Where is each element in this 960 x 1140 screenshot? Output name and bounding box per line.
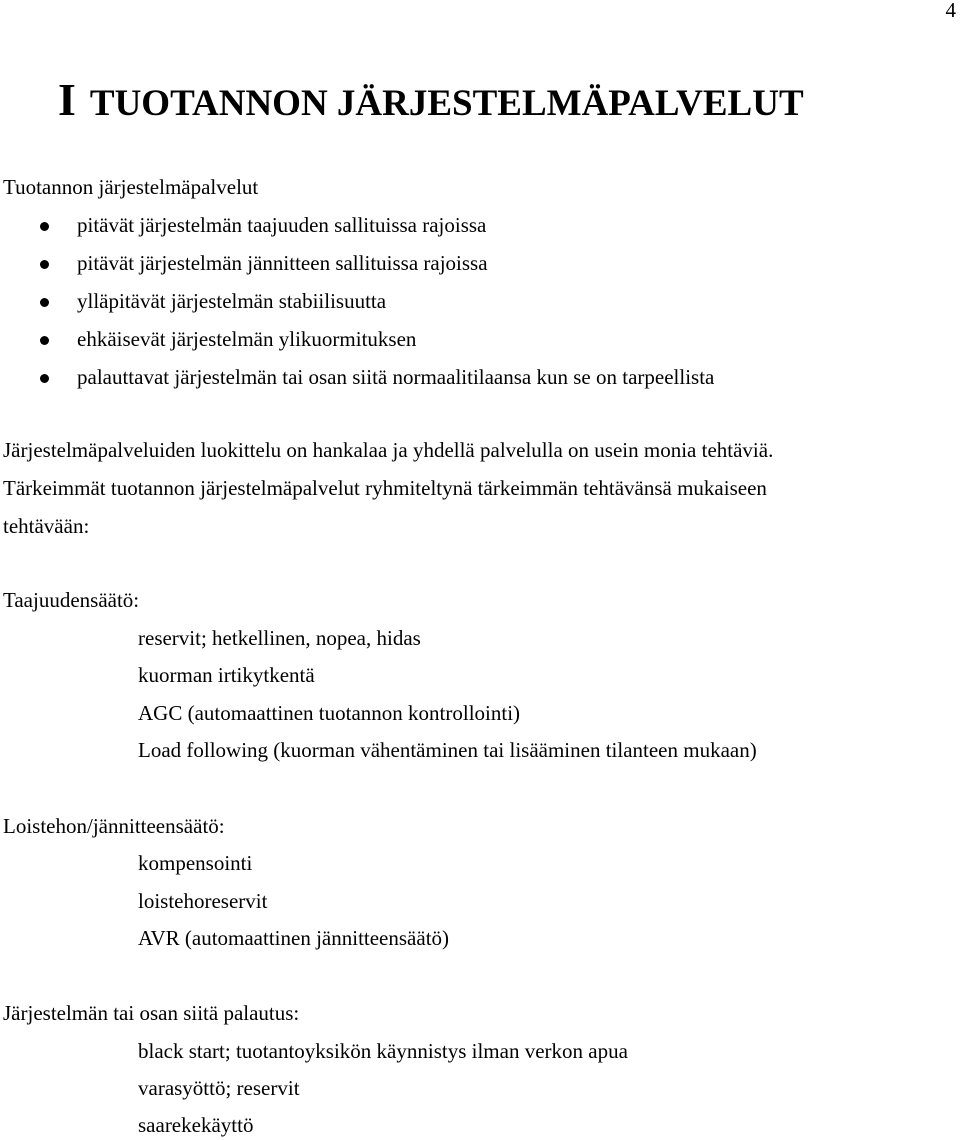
section-heading-restoration: Järjestelmän tai osan siitä palautus: bbox=[3, 1001, 300, 1025]
list-item: kuorman irtikytkentä bbox=[138, 663, 315, 687]
section-heading-reactive-power: Loistehon/jännitteensäätö: bbox=[3, 814, 225, 838]
list-item: varasyöttö; reservit bbox=[138, 1076, 300, 1100]
bullet-item: pitävät järjestelmän taajuuden sallituissa rajoissa bbox=[77, 213, 487, 237]
list-item: loistehoreservit bbox=[138, 889, 268, 913]
bullet-dot bbox=[40, 222, 49, 231]
list-item: Load following (kuorman vähentäminen tai lisääminen tilanteen mukaan) bbox=[138, 738, 757, 762]
bullet-item: palauttavat järjestelmän tai osan siitä normaalitilaansa kun se on tarpeellista bbox=[77, 365, 715, 389]
page-title bbox=[58, 74, 804, 130]
section-number: I bbox=[58, 74, 76, 125]
intro-text: Tuotannon järjestelmäpalvelut bbox=[3, 175, 259, 199]
section-title: TUOTANNON JÄRJESTELMÄPALVELUT bbox=[89, 83, 804, 124]
list-item: black start; tuotantoyksikön käynnistys ilman verkon apua bbox=[138, 1039, 628, 1063]
bullet-item: ehkäisevät järjestelmän ylikuormituksen bbox=[77, 327, 417, 351]
section-heading-frequency: Taajuudensäätö: bbox=[3, 588, 140, 612]
list-item: reservit; hetkellinen, nopea, hidas bbox=[138, 626, 421, 650]
bullet-dot bbox=[40, 336, 49, 345]
paragraph-main-services-cont: tehtävään: bbox=[3, 514, 90, 538]
bullet-dot bbox=[40, 374, 49, 383]
bullet-item: ylläpitävät järjestelmän stabiilisuutta bbox=[77, 289, 387, 313]
list-item: AGC (automaattinen tuotannon kontrollointi) bbox=[138, 701, 521, 725]
bullet-dot bbox=[40, 298, 49, 307]
list-item: kompensointi bbox=[138, 851, 253, 875]
page-number: 4 bbox=[945, 0, 956, 22]
paragraph-classification: Järjestelmäpalveluiden luokittelu on hankalaa ja yhdellä palvelulla on usein monia tehtäviä. bbox=[3, 438, 774, 462]
list-item: AVR (automaattinen jännitteensäätö) bbox=[138, 926, 450, 950]
bullet-dot bbox=[40, 260, 49, 269]
paragraph-main-services: Tärkeimmät tuotannon järjestelmäpalvelut ryhmiteltynä tärkeimmän tehtävänsä mukaiseen bbox=[3, 476, 767, 500]
bullet-item: pitävät järjestelmän jännitteen sallituissa rajoissa bbox=[77, 251, 488, 275]
list-item: saarekekäyttö bbox=[138, 1113, 254, 1137]
